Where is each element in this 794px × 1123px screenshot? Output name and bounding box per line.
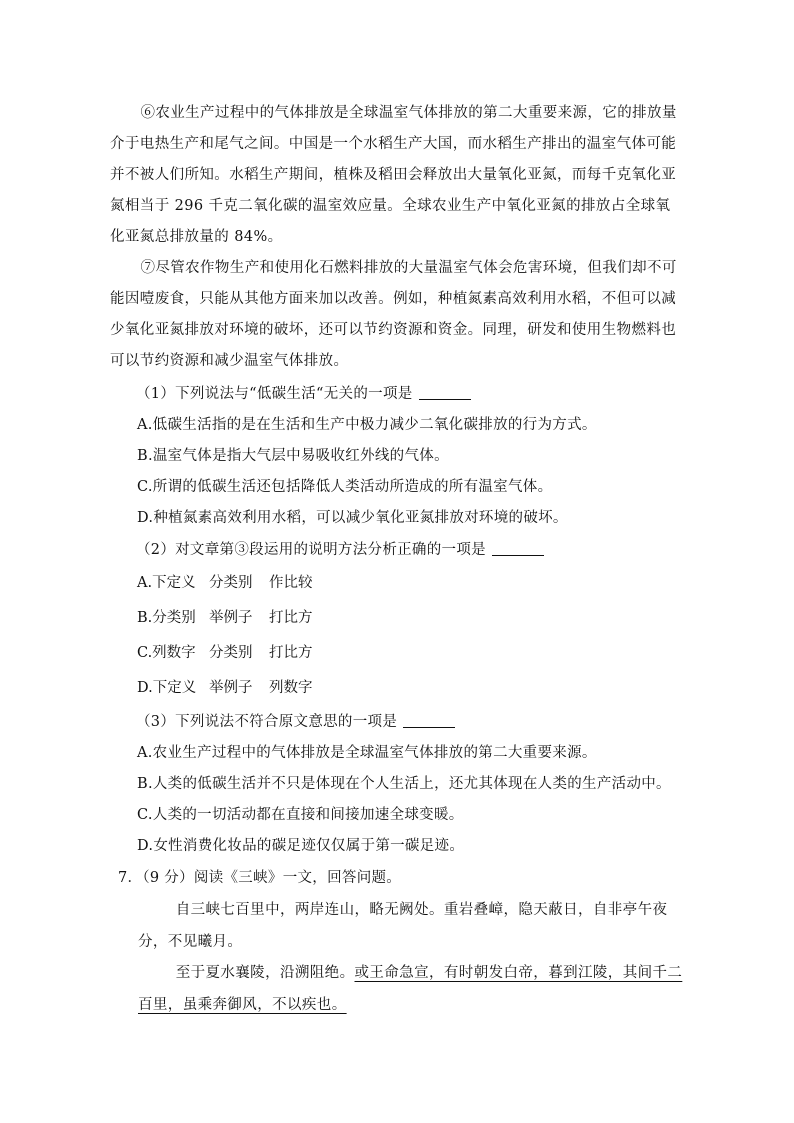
option-label: D.下定义: [137, 680, 197, 696]
paragraph-6: ⑥农业生产过程中的气体排放是全球温室气体排放的第二大重要来源，它的排放量介于电热生产和尾气之间。中国是一个水稻生产大国，而水稻生产排出的温室气体可能并不被人们所知。水稻生产期间，植株及稻田会释放出大量氧化亚氮，而每千克氧化亚氮相当于 296 千克二氧化碳的温室效应量。全球农业生产中氧化亚氮的排放占全球氧化亚氮总排放量的 84%。: [110, 105, 677, 245]
q2-option-d: [137, 678, 313, 698]
q2-option-c: [137, 643, 313, 663]
option-method: 分类别: [209, 645, 253, 661]
question-3-stem: [136, 712, 455, 732]
option-label: C.列数字: [137, 645, 196, 661]
sanxia-paragraph-2: [138, 957, 690, 1021]
option-method: 作比较: [269, 575, 313, 591]
plain-sentence: 至于夏水襄陵，沿溯阻绝。: [175, 965, 355, 981]
question-1-text: （1）下列说法与“低碳生活“无关的一项是: [136, 386, 413, 402]
underlined-sentence: 或王命急宣，有时朝发白帝，暮到江陵，其间千二百里，虽乘奔御风，不以疾也。: [138, 965, 683, 1013]
option-label: B.分类别: [137, 610, 196, 626]
question-2-text: （2）对文章第③段运用的说明方法分析正确的一项是: [136, 542, 486, 558]
question-3-text: （3）下列说法不符合原文意思的一项是: [136, 714, 398, 730]
q3-option-d: D.女性消费化妆品的碳足迹仅仅属于第一碳足迹。: [137, 838, 465, 854]
option-label: A.下定义: [137, 575, 196, 591]
question-2-stem: [136, 540, 544, 560]
q3-option-a: A.农业生产过程中的气体排放是全球温室气体排放的第二大重要来源。: [137, 745, 597, 761]
option-method: 举例子: [209, 680, 253, 696]
q1-option-d: D.种植氮素高效利用水稻，可以减少氧化亚氮排放对环境的破坏。: [137, 510, 568, 526]
question-7-heading: 7．（9 分）阅读《三峡》一文，回答问题。: [118, 870, 402, 886]
q1-option-a: A.低碳生活指的是在生活和生产中极力减少二氧化碳排放的行为方式。: [137, 417, 597, 433]
q3-option-b: B.人类的低碳生活并不只是体现在个人生活上，还尤其体现在人类的生产活动中。: [137, 776, 671, 792]
answer-blank[interactable]: [403, 713, 455, 728]
q2-option-b: [137, 608, 313, 628]
q2-option-a: [137, 573, 313, 593]
answer-blank[interactable]: [419, 385, 471, 400]
option-method: 分类别: [209, 575, 253, 591]
sanxia-paragraph-1: 自三峡七百里中，两岸连山，略无阙处。重岩叠嶂，隐天蔽日，自非亭午夜分，不见曦月。: [138, 902, 668, 950]
q1-option-c: C.所谓的低碳生活还包括降低人类活动所造成的所有温室气体。: [137, 479, 553, 495]
question-1-stem: [136, 384, 471, 404]
option-method: 列数字: [269, 680, 313, 696]
option-method: 举例子: [209, 610, 253, 626]
paragraph-7: ⑦尽管农作物生产和使用化石燃料排放的大量温室气体会危害环境，但我们却不可能因噎废食，只能从其他方面来加以改善。例如，种植氮素高效利用水稻，不但可以减少氧化亚氮排放对环境的破坏，还可以节约资源和资金。同理，研发和使用生物燃料也可以节约资源和减少温室气体排放。: [110, 260, 677, 369]
q3-option-c: C.人类的一切活动都在直接和间接加速全球变暖。: [137, 807, 464, 823]
option-method: 打比方: [269, 645, 313, 661]
answer-blank[interactable]: [492, 541, 544, 556]
q1-option-b: B.温室气体是指大气层中易吸收红外线的气体。: [137, 448, 449, 464]
option-method: 打比方: [269, 610, 313, 626]
